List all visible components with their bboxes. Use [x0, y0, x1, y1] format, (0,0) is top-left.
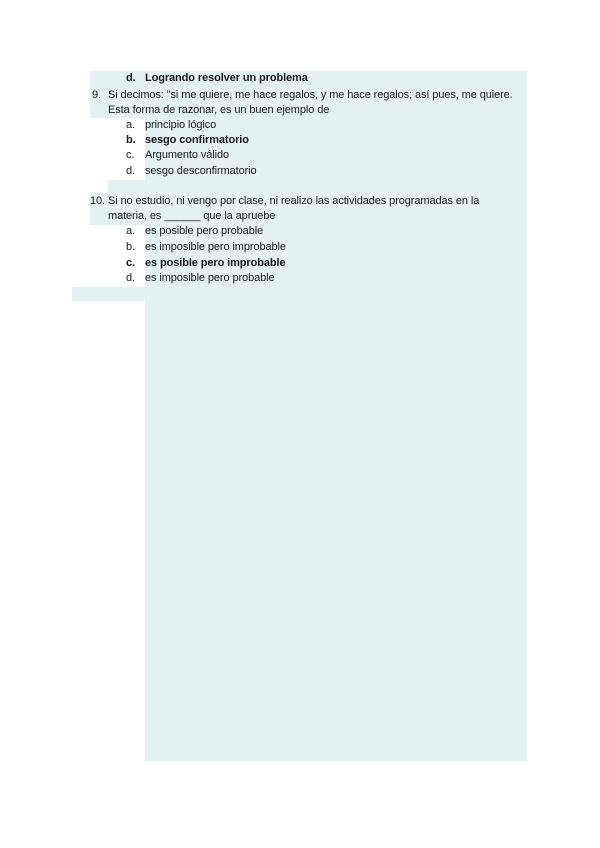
option-text: es imposible pero probable [145, 272, 275, 284]
option-text: es posible pero probable [145, 225, 264, 237]
question-number: 10. [90, 195, 105, 207]
question-text: Si decimos: "si me quiere, me hace regalos, y me hace regalos; así pues, me quiere. [108, 89, 513, 101]
option-letter: b. [126, 241, 135, 253]
question-text: Si no estudio, ni vengo por clase, ni realizo las actividades programadas en la [108, 195, 480, 207]
option-letter: a. [126, 119, 135, 131]
option-text: Argumento válido [145, 149, 230, 161]
question-text: Esta forma de razonar, es un buen ejemplo de [108, 104, 330, 116]
option-text: Logrando resolver un problema [145, 72, 308, 84]
option-text: es imposible pero improbable [145, 241, 286, 253]
option-letter: c. [126, 257, 135, 269]
answer-highlight [108, 180, 148, 193]
option-text: es posible pero improbable [145, 257, 286, 269]
option-letter: b. [126, 134, 136, 146]
option-letter: d. [126, 72, 136, 84]
option-letter: c. [126, 149, 135, 161]
answer-highlight [72, 287, 150, 301]
option-text: sesgo desconfirmatorio [145, 165, 257, 177]
option-text: principio lógico [145, 119, 217, 131]
option-letter: a. [126, 225, 135, 237]
option-letter: d. [126, 272, 135, 284]
question-number: 9. [92, 89, 101, 101]
question-text: materia, es ______ que la apruebe [108, 210, 276, 222]
option-text: sesgo confirmatorio [145, 134, 249, 146]
option-letter: d. [126, 165, 135, 177]
